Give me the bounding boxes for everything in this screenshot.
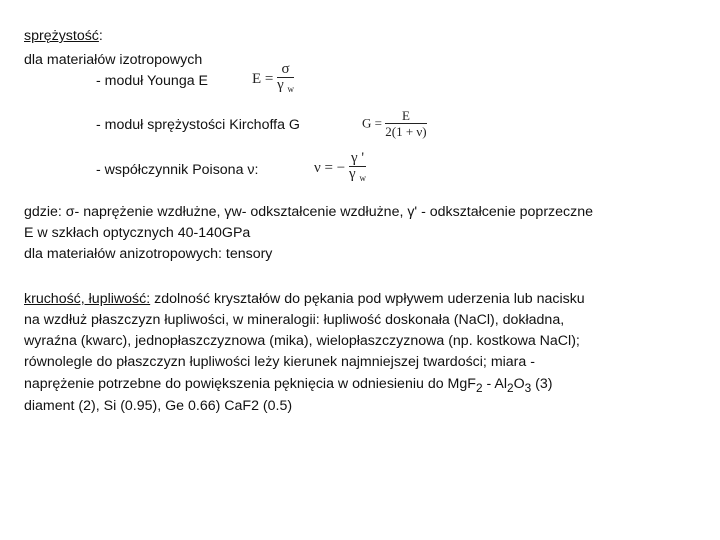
- poisson-formula-denominator: [349, 167, 366, 186]
- glass-modulus-note: E w szkłach optycznych 40-140GPa: [24, 225, 251, 241]
- kirchhoff-formula-denominator: 2(1 + ν): [385, 124, 427, 139]
- young-formula-lhs: E =: [252, 71, 274, 87]
- line5-part-e: (3): [531, 376, 553, 392]
- elasticity-title: sprężystość: [24, 28, 99, 44]
- line5-part-b: F: [467, 376, 476, 392]
- brittleness-line-5: [24, 375, 553, 397]
- young-formula-den-symbol: γ: [277, 77, 284, 93]
- kirchhoff-formula-numerator: E: [385, 108, 426, 124]
- young-formula-fraction: [277, 62, 294, 97]
- brittleness-line-6: diament (2), Si (0.95), Ge 0.66) CaF2 (0.5): [24, 398, 293, 414]
- poisson-formula-den-symbol: γ: [349, 166, 356, 182]
- poisson-formula-fraction: [349, 151, 366, 186]
- brittleness-title: kruchość, łupliwość:: [24, 291, 151, 307]
- elasticity-heading: [24, 27, 103, 45]
- line5-part-c: - Al: [482, 376, 507, 392]
- where-definitions: gdzie: σ- naprężenie wzdłużne, γw- odkształcenie wzdłużne, γ' - odkształcenie poprzeczne: [24, 204, 594, 220]
- poisson-formula: [314, 151, 366, 186]
- kirchhoff-formula-lhs: G =: [362, 115, 382, 131]
- poisson-formula-den-subscript: w: [359, 173, 366, 183]
- line5-subscript-2: 2: [506, 380, 514, 395]
- anisotropic-note: dla materiałów anizotropowych: tensory: [24, 246, 273, 262]
- poisson-formula-lhs: ν = −: [314, 160, 346, 176]
- isotropic-label: dla materiałów izotropowych: [24, 52, 203, 68]
- poisson-ratio-label: - współczynnik Poisona ν:: [96, 162, 259, 178]
- brittleness-line-3: wyraźna (kwarc), jednopłaszczyznowa (mika), wielopłaszczyznowa (np. kostkowa NaCl);: [24, 333, 580, 349]
- young-modulus-label: - moduł Younga E: [96, 73, 209, 89]
- young-formula-denominator: [277, 78, 294, 97]
- kirchhoff-modulus-label: - moduł sprężystości Kirchoffa G: [96, 117, 300, 133]
- young-formula-den-subscript: w: [287, 84, 295, 94]
- elasticity-title-colon: :: [98, 28, 103, 44]
- kirchhoff-formula: [362, 108, 427, 139]
- line5-subscript-1: 2: [475, 380, 483, 395]
- young-formula-numerator: σ: [277, 62, 294, 78]
- line5-part-d: O: [513, 376, 525, 392]
- brittleness-line-1: [24, 290, 585, 308]
- kirchhoff-formula-fraction: [385, 108, 426, 139]
- young-formula: [252, 62, 294, 97]
- poisson-formula-numerator: γ ': [350, 150, 365, 166]
- brittleness-line-4: równolegle do płaszczyzn łupliwości leży kierunek najmniejszej twardości; miara -: [24, 354, 535, 370]
- brittleness-line-2: na wzdłuż płaszczyzn łupliwości, w mineralogii: łupliwość doskonała (NaCl), dokładna,: [24, 312, 565, 328]
- brittleness-line-1-text: zdolność kryształów do pękania pod wpływem uderzenia lub nacisku: [150, 291, 585, 307]
- line5-part-a: naprężenie potrzebne do powiększenia pęknięcia w odniesieniu do Mg: [24, 376, 468, 392]
- line5-subscript-3: 3: [524, 380, 532, 395]
